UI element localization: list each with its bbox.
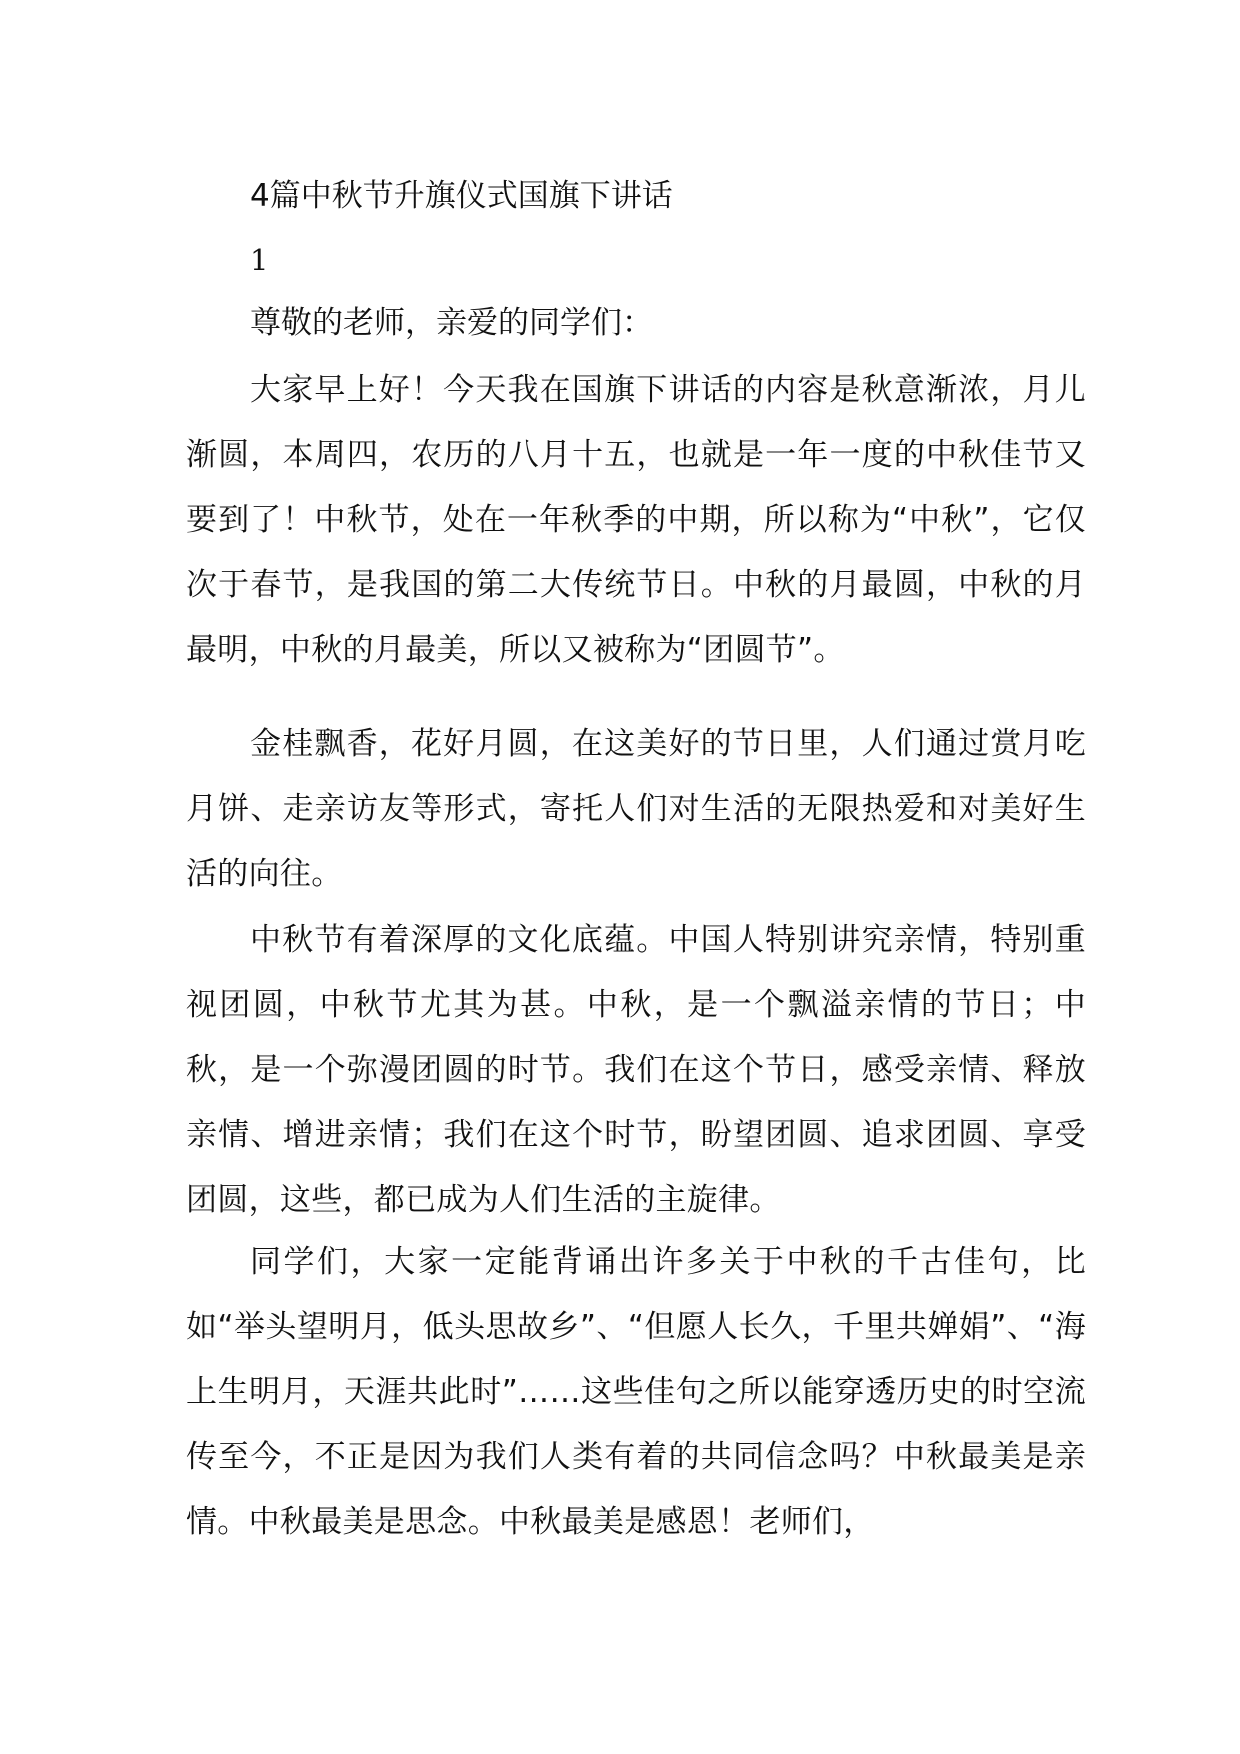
paragraph-3: 中秋节有着深厚的文化底蕴。中国人特别讲究亲情，特别重视团圆，中秋节尤其为甚。中秋，是一个飘溢亲情的节日；中秋，是一个弥漫团圆的时节。我们在这个节日，感受亲情、释放亲情、增进亲情；我们在这个时节，盼望团圆、追求团圆、享受团圆，这些，都已成为人们生活的主旋律。 bbox=[186, 922, 1086, 1218]
paragraph-2: 金桂飘香，花好月圆，在这美好的节日里，人们通过赏月吃月饼、走亲访友等形式，寄托人们对生活的无限热爱和对美好生活的向往。 bbox=[186, 726, 1086, 892]
salutation: 尊敬的老师，亲爱的同学们： bbox=[250, 305, 653, 341]
document-title: 4篇中秋节升旗仪式国旗下讲话 bbox=[250, 178, 673, 214]
paragraph-1: 大家早上好！今天我在国旗下讲话的内容是秋意渐浓，月儿渐圆，本周四，农历的八月十五，也就是一年一度的中秋佳节又要到了！中秋节，处在一年秋季的中期，所以称为“中秋”，它仅次于春节，是我国的第二大传统节日。中秋的月最圆，中秋的月最明，中秋的月最美，所以又被称为“团圆节”。 bbox=[186, 372, 1086, 668]
section-number: 1 bbox=[250, 243, 269, 277]
paragraph-4: 同学们，大家一定能背诵出许多关于中秋的千古佳句，比如“举头望明月，低头思故乡”、“但愿人长久，千里共婵娟”、“海上生明月，天涯共此时”……这些佳句之所以能穿透历史的时空流传至今，不正是因为我们人类有着的共同信念吗？中秋最美是亲情。中秋最美是思念。中秋最美是感恩！老师们， bbox=[186, 1244, 1086, 1540]
